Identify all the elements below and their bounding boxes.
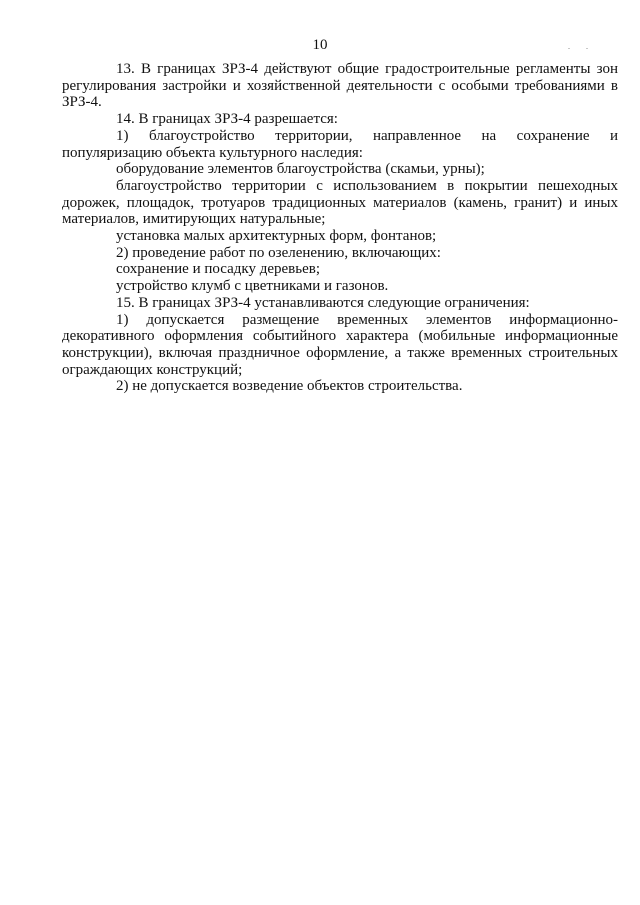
paragraph-15-heading: 15. В границах ЗРЗ-4 устанавливаются следующие ограничения: — [116, 294, 530, 311]
scan-speck — [568, 48, 570, 49]
paragraph-14-item-1: 1) благоустройство территории, направленное на сохранение и популяризацию объекта культурного наследия: — [62, 127, 618, 161]
paragraph-14-item-2-a: сохранение и посадку деревьев; — [116, 261, 321, 278]
page-number: 10 — [312, 37, 328, 53]
paragraph-14-heading: 14. В границах ЗРЗ-4 разрешается: — [116, 111, 338, 128]
paragraph-14-item-2-b: устройство клумб с цветниками и газонов. — [116, 278, 389, 295]
paragraph-15-item-2: 2) не допускается возведение объектов строительства. — [116, 378, 463, 395]
paragraph-14-item-1-c: установка малых архитектурных форм, фонтанов; — [116, 228, 437, 245]
scan-speck — [586, 48, 588, 49]
document-body — [62, 61, 618, 395]
paragraph-14-item-2: 2) проведение работ по озеленению, включающих: — [116, 244, 441, 261]
paragraph-14-item-1-b: благоустройство территории с использованием в покрытии пешеходных дорожек, площадок, тротуаров традиционных материалов (камень, гранит) и иных материалов, имитирующих натуральные; — [62, 177, 618, 228]
paragraph-15-item-1: 1) допускается размещение временных элементов информационно-декоративного оформления событийного характера (мобильные информационные конструкции), включая праздничное оформление, а также временных строительных ограждающих конструкций; — [62, 311, 618, 378]
paragraph-13: 13. В границах ЗРЗ-4 действуют общие градостроительные регламенты зон регулирования застройки и хозяйственной деятельности с особыми требованиями в ЗРЗ-4. — [62, 61, 618, 111]
paragraph-14-item-1-a: оборудование элементов благоустройства (скамьи, урны); — [116, 161, 485, 178]
